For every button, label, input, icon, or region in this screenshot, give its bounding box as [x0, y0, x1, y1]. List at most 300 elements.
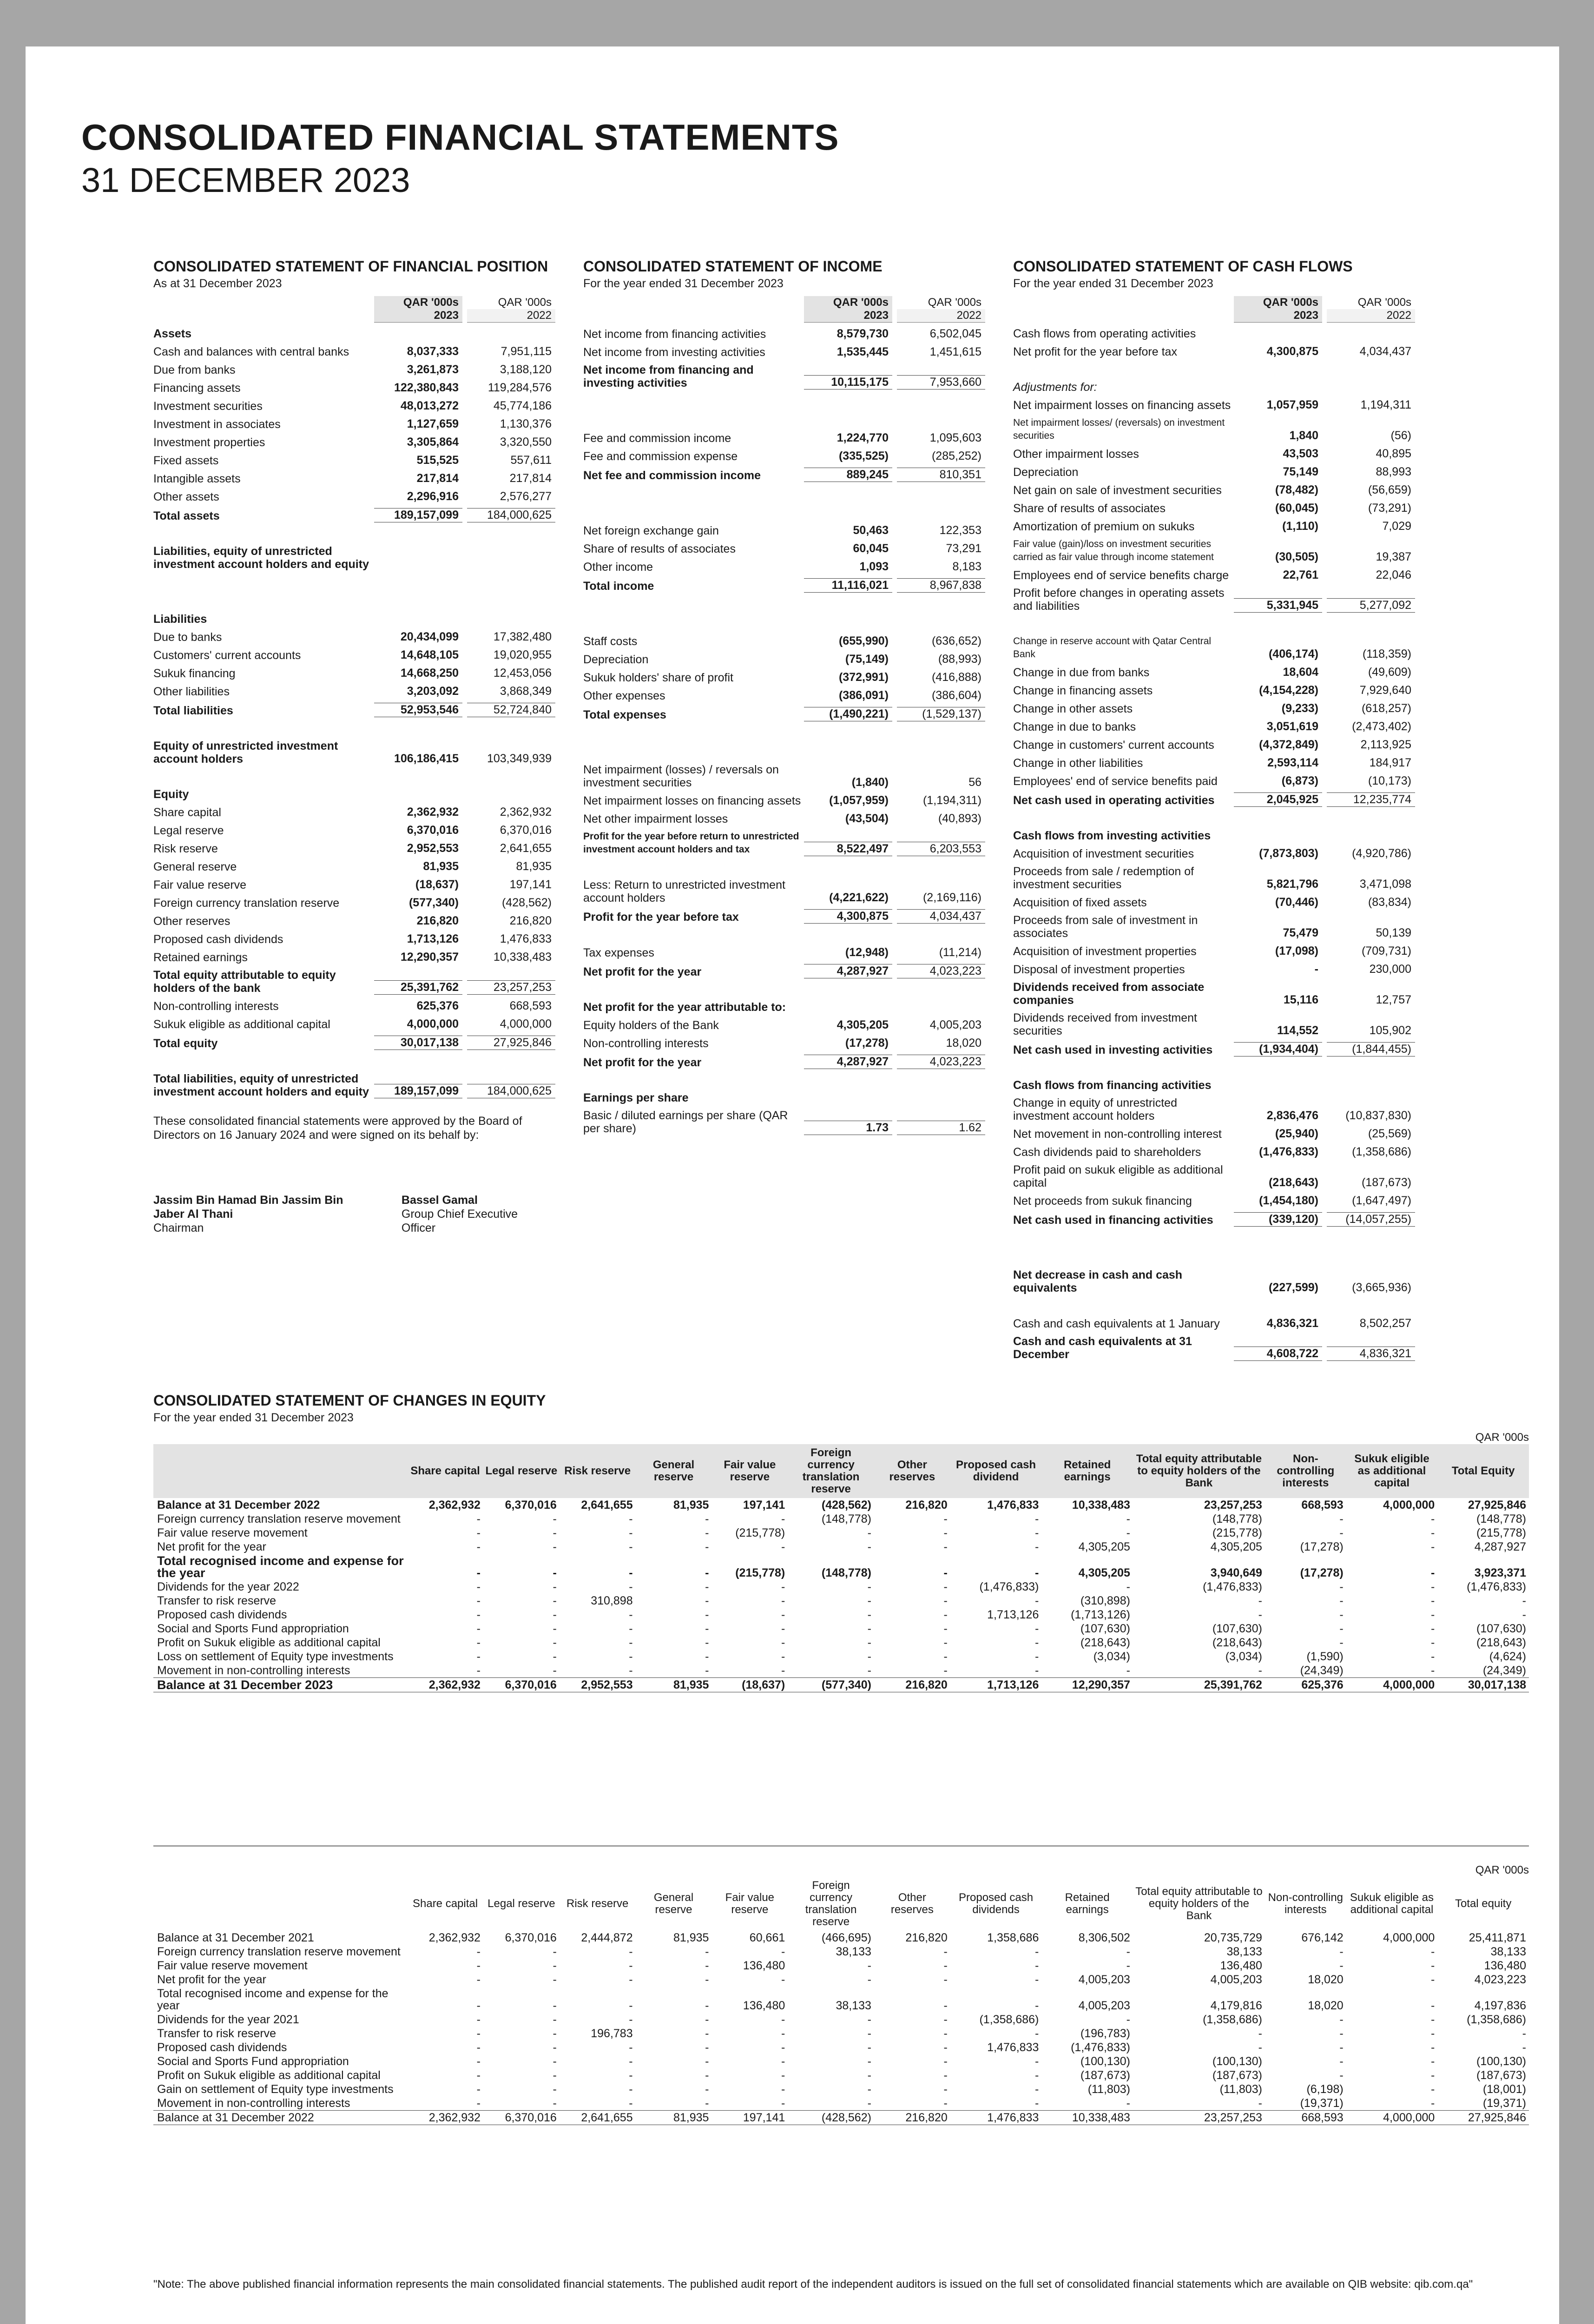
row-label: Assets	[153, 327, 191, 340]
cell-value: 216,820	[905, 1499, 948, 1512]
value-current: (1,934,404)	[1234, 1042, 1322, 1056]
header-spacer	[583, 296, 804, 309]
spacer	[583, 721, 985, 759]
statement-row	[1013, 684, 1415, 697]
row-label: Net profit for the year	[157, 1540, 266, 1553]
cell-value: -	[1430, 2055, 1435, 2068]
column-header	[153, 296, 555, 309]
row-label: Basic / diluted earnings per share (QAR per share)	[583, 1109, 788, 1135]
value-current: (218,643)	[1268, 1176, 1318, 1189]
cell-value: -	[553, 2041, 557, 2054]
cell-value: 668,593	[1301, 1499, 1344, 1512]
cell-value: -	[1258, 2041, 1262, 2054]
section-subtitle: As at 31 December 2023	[153, 277, 282, 290]
value-current: 625,376	[416, 999, 459, 1012]
value-current: 14,668,250	[400, 667, 459, 680]
column-header: Retained earnings	[1041, 1444, 1133, 1498]
value-prior: 557,611	[510, 454, 552, 467]
statement-row	[153, 999, 555, 1013]
row-label: Financing assets	[153, 382, 241, 395]
cell-value: -	[867, 2041, 871, 2054]
value-current: 1,224,770	[837, 431, 889, 444]
equity-row	[153, 1526, 1529, 1540]
value-prior: 184,917	[1369, 756, 1411, 769]
cell-value: -	[705, 1580, 709, 1593]
value-prior: 19,387	[1376, 550, 1411, 563]
statement-row	[1013, 1212, 1415, 1227]
row-label: Less: Return to unrestricted investment account holders	[583, 878, 785, 905]
cashflow-section	[1013, 258, 1415, 1361]
cell-value: (1,713,126)	[1071, 1608, 1130, 1621]
row-label: Net income from investing activities	[583, 346, 765, 359]
statement-row	[1013, 774, 1415, 788]
cell-value: (1,590)	[1306, 1650, 1344, 1663]
spacer	[583, 482, 985, 519]
statement-row	[583, 524, 985, 537]
cell-value: (3,034)	[1225, 1650, 1262, 1663]
cell-value: -	[1035, 2083, 1039, 2096]
cell-value: (17,278)	[1300, 1540, 1344, 1553]
cell-value: -	[476, 2055, 481, 2068]
cell-value: (107,630)	[1476, 1622, 1526, 1635]
row-label: Total recognised income and expense for the year	[157, 1554, 404, 1580]
cell-value: -	[1035, 1999, 1039, 2012]
value-current: 122,380,843	[394, 381, 459, 394]
statement-row	[1013, 1042, 1415, 1056]
unit-current: QAR '000s	[804, 296, 892, 309]
cell-value: -	[943, 2069, 948, 2082]
row-label: Depreciation	[1013, 466, 1079, 479]
cell-value: -	[629, 1999, 633, 2012]
unit-prior: QAR '000s	[498, 296, 552, 309]
cell-value: -	[1126, 2013, 1130, 2026]
row-label: Employees end of service benefits charge	[1013, 569, 1229, 582]
cell-value: 136,480	[743, 1999, 785, 2012]
value-current: (78,482)	[1275, 483, 1318, 496]
cell-value: -	[553, 1540, 557, 1553]
column-header: Risk reserve	[560, 1444, 636, 1498]
statement-row	[153, 969, 555, 995]
cell-value: (466,695)	[821, 1931, 871, 1944]
cell-value: 25,391,762	[1133, 1678, 1265, 1692]
cell-value: (218,643)	[1212, 1636, 1262, 1649]
statement-row	[1013, 756, 1415, 770]
cell-value: 25,411,871	[1469, 1931, 1526, 1944]
row-label: Total income	[583, 580, 654, 593]
cell-value: -	[1339, 1959, 1344, 1972]
statement-row	[153, 878, 555, 891]
row-label: Total equity attributable to equity holders of the bank	[153, 969, 336, 995]
cell-value: 27,925,846	[1468, 1499, 1526, 1512]
equity-row	[153, 1664, 1529, 1678]
value-current: 3,261,873	[407, 363, 459, 376]
value-current: 75,149	[1283, 465, 1318, 478]
row-label: Foreign currency translation reserve	[153, 897, 340, 910]
value-prior: (14,057,255)	[1327, 1212, 1415, 1227]
value-prior: 73,291	[946, 542, 981, 555]
cell-value: -	[553, 2027, 557, 2040]
value-current: 6,370,016	[407, 824, 459, 837]
cell-value: (17,278)	[1300, 1566, 1344, 1579]
cell-value: (215,778)	[1476, 1526, 1526, 1539]
cell-value: (6,198)	[1306, 2083, 1344, 2096]
statement-row	[583, 345, 985, 359]
cell-value: 216,820	[874, 1678, 950, 1692]
cell-value: 2,362,932	[407, 1678, 483, 1692]
statement-row	[1013, 944, 1415, 958]
cell-value: -	[705, 1999, 709, 2012]
row-label: Loss on settlement of Equity type investments	[157, 1650, 394, 1663]
value-prior: 12,453,056	[493, 667, 552, 680]
header-spacer	[153, 296, 374, 309]
cell-value: -	[1339, 1622, 1344, 1635]
cell-value: 197,141	[743, 1499, 785, 1512]
value-prior: 197,141	[509, 878, 552, 891]
statement-row	[153, 454, 555, 467]
cell-value: -	[1258, 1608, 1262, 1621]
divider	[153, 1845, 1529, 1847]
equity-section-2022	[153, 1864, 1529, 2125]
statement-row	[583, 634, 985, 648]
cell-value: (18,001)	[1482, 2083, 1526, 2096]
value-prior: 6,502,045	[929, 327, 981, 340]
column-header: Other reserves	[874, 1877, 950, 1931]
row-label: Net impairment (losses) / reversals on investment securities	[583, 763, 779, 789]
cell-value: -	[1339, 1636, 1344, 1649]
statement-row	[1013, 635, 1415, 661]
cell-value: -	[943, 2097, 948, 2110]
cell-value: (310,898)	[1080, 1594, 1130, 1607]
equity-row	[153, 1678, 1529, 1692]
cell-value: -	[629, 1650, 633, 1663]
value-current: (75,149)	[845, 653, 889, 666]
row-label: Net impairment losses on financing assets	[583, 794, 801, 807]
value-prior: (56,659)	[1368, 483, 1411, 496]
value-current: 52,953,546	[374, 703, 462, 717]
column-header: Foreign currency translation reserve	[788, 1877, 874, 1931]
cell-value: -	[1522, 2041, 1526, 2054]
value-prior: 184,000,625	[467, 508, 555, 522]
equity-row	[153, 1973, 1529, 1987]
cell-value: -	[553, 1608, 557, 1621]
cell-value: -	[1035, 1959, 1039, 1972]
statement-row	[153, 914, 555, 928]
value-current: 25,391,762	[374, 980, 462, 995]
column-header: Risk reserve	[560, 1877, 636, 1931]
row-label: Cash flows from operating activities	[1013, 327, 1196, 340]
value-current: 12,290,357	[400, 951, 459, 964]
value-prior: (10,173)	[1368, 774, 1411, 787]
cell-value: -	[553, 1512, 557, 1525]
row-label: Social and Sports Fund appropriation	[157, 1622, 349, 1635]
unit-current: QAR '000s	[374, 296, 462, 309]
cell-value: -	[1339, 1608, 1344, 1621]
row-label: Investment in associates	[153, 418, 281, 431]
value-prior: 1,095,603	[929, 431, 981, 444]
cell-value: -	[867, 2097, 871, 2110]
statement-row	[583, 468, 985, 482]
cell-value: -	[867, 1608, 871, 1621]
statement-row	[583, 946, 985, 959]
value-prior: (1,844,455)	[1327, 1042, 1415, 1056]
statement-row	[153, 667, 555, 680]
spacer	[153, 717, 555, 735]
header-spacer	[153, 1877, 407, 1931]
cell-value: (148,778)	[821, 1512, 871, 1525]
equity-table-2022	[153, 1877, 1529, 2125]
value-current: (25,940)	[1275, 1127, 1318, 1140]
cell-value: 136,480	[743, 1959, 785, 1972]
cell-value: -	[943, 1580, 948, 1593]
cell-value: -	[1339, 2041, 1344, 2054]
cell-value: -	[705, 2013, 709, 2026]
year-prior: 2022	[897, 309, 985, 323]
row-label: Balance at 31 December 2022	[153, 2111, 407, 2125]
value-prior: (11,214)	[939, 946, 981, 959]
cell-value: (428,562)	[788, 2111, 874, 2125]
statement-row	[583, 1109, 985, 1135]
row-label: Intangible assets	[153, 472, 241, 485]
footnote: "Note: The above published financial information represents the main consolidated financial statements. The published audit report of the independent auditors is issued on the full set of consolidated financial statements which are available on QIB website: qib.com.qa"	[153, 2278, 1473, 2291]
row-label: Acquisition of investment properties	[1013, 945, 1197, 958]
cell-value: -	[705, 2055, 709, 2068]
row-label: Profit for the year before return to unrestricted investment account holders and tax	[583, 831, 799, 855]
cell-value: 60,661	[749, 1931, 785, 1944]
cell-value: 81,935	[673, 1499, 709, 1512]
statement-row	[1013, 1096, 1415, 1122]
cell-value: -	[1339, 1594, 1344, 1607]
row-label: Transfer to risk reserve	[157, 1594, 277, 1607]
cell-value: -	[781, 1540, 785, 1553]
cell-value: -	[1126, 2097, 1130, 2110]
column-header: Legal reserve	[483, 1877, 560, 1931]
value-current: 3,051,619	[1266, 720, 1318, 733]
cell-value: -	[1035, 1664, 1039, 1677]
cell-value: -	[476, 1959, 481, 1972]
value-current: 5,821,796	[1266, 878, 1318, 891]
statement-row	[153, 1017, 555, 1031]
cell-value: -	[943, 1973, 948, 1986]
statement-row	[583, 578, 985, 593]
cell-value: -	[943, 1540, 948, 1553]
row-label: Due from banks	[153, 363, 236, 376]
cell-value: 310,898	[591, 1594, 633, 1607]
row-label: Social and Sports Fund appropriation	[157, 2055, 349, 2068]
cell-value: -	[705, 1959, 709, 1972]
statement-row	[1013, 1079, 1415, 1092]
cell-value: -	[629, 2097, 633, 2110]
row-label: Proposed cash dividends	[157, 2041, 287, 2054]
value-current: (6,873)	[1281, 774, 1318, 787]
row-label: Proceeds from sale / redemption of investment securities	[1013, 865, 1194, 891]
row-label: Cash flows from investing activities	[1013, 829, 1211, 842]
cell-value: -	[1430, 1512, 1435, 1525]
value-prior: (88,993)	[938, 653, 981, 666]
value-current: (577,340)	[408, 896, 459, 909]
equity-row	[153, 1554, 1529, 1580]
value-current: (70,446)	[1275, 896, 1318, 909]
cell-value: -	[629, 2013, 633, 2026]
equity-row	[153, 1608, 1529, 1622]
value-prior: (40,893)	[938, 812, 981, 825]
cell-value: -	[476, 1594, 481, 1607]
cell-value: -	[629, 1608, 633, 1621]
value-current: (1,057,959)	[829, 794, 889, 807]
equity-row	[153, 2082, 1529, 2096]
cell-value: -	[476, 1608, 481, 1621]
cell-value: (428,562)	[821, 1499, 871, 1512]
statement-row	[1013, 792, 1415, 807]
cell-value: -	[629, 1959, 633, 1972]
value-prior: 1.62	[897, 1121, 985, 1135]
cell-value: -	[476, 1999, 481, 2012]
value-prior: 2,576,277	[500, 490, 552, 503]
row-label: Other assets	[153, 490, 219, 503]
cell-value: (215,778)	[1212, 1526, 1262, 1539]
statement-row	[583, 1001, 985, 1014]
signatory	[153, 1193, 369, 1235]
value-current: (43,504)	[845, 812, 889, 825]
value-prior: 23,257,253	[467, 980, 555, 995]
cell-value: -	[1126, 1580, 1130, 1593]
equity-row	[153, 1931, 1529, 1945]
row-label: Proposed cash dividends	[157, 1608, 287, 1621]
statement-row	[583, 794, 985, 807]
statement-row	[583, 653, 985, 666]
value-prior: (416,888)	[931, 671, 981, 684]
value-current: 114,552	[1277, 1024, 1318, 1037]
cell-value: -	[553, 1526, 557, 1539]
row-label: Net profit for the year attributable to:	[583, 1001, 786, 1014]
statement-row	[583, 560, 985, 574]
cell-value: (215,778)	[735, 1526, 785, 1539]
equity-row	[153, 2013, 1529, 2027]
row-label: Dividends for the year 2022	[157, 1580, 299, 1593]
cell-value: -	[1339, 1945, 1344, 1958]
row-label: Sukuk financing	[153, 667, 236, 680]
value-prior: 4,034,437	[1359, 345, 1411, 358]
value-current: 11,116,021	[804, 578, 892, 593]
cell-value: -	[867, 1959, 871, 1972]
cell-value: (1,358,686)	[1203, 2013, 1262, 2026]
cell-value: (577,340)	[788, 1678, 874, 1692]
cell-value: 1,476,833	[987, 2041, 1039, 2054]
cell-value: -	[705, 2027, 709, 2040]
row-label: Total liabilities, equity of unrestricted investment account holders and equity	[153, 1072, 369, 1098]
spacer	[1013, 1056, 1415, 1074]
statement-row	[153, 842, 555, 855]
statement-row	[583, 763, 985, 789]
value-prior: 217,814	[509, 472, 552, 485]
cell-value: -	[867, 2013, 871, 2026]
cell-value: -	[1126, 1526, 1130, 1539]
cell-value: -	[943, 2055, 948, 2068]
cell-value: -	[705, 1664, 709, 1677]
cell-value: -	[781, 1580, 785, 1593]
statement-row	[1013, 738, 1415, 752]
value-prior: (25,569)	[1368, 1127, 1411, 1140]
statement-row	[583, 542, 985, 555]
row-label: Risk reserve	[153, 842, 218, 855]
row-label: Net impairment losses on financing assets	[1013, 399, 1231, 412]
cell-value: 4,000,000	[1383, 1499, 1435, 1512]
cell-value: -	[553, 1664, 557, 1677]
cell-value: -	[476, 1636, 481, 1649]
statement-row	[583, 449, 985, 463]
value-current: (9,233)	[1281, 702, 1318, 715]
cell-value: -	[943, 1608, 948, 1621]
cell-value: -	[1035, 2055, 1039, 2068]
cell-value: -	[1339, 2013, 1344, 2026]
row-label: Cash dividends paid to shareholders	[1013, 1146, 1201, 1159]
cell-value: -	[629, 1622, 633, 1635]
row-label: Disposal of investment properties	[1013, 963, 1185, 976]
statement-row	[1013, 1163, 1415, 1189]
value-prior: 4,023,223	[897, 964, 985, 978]
statement-row	[1013, 666, 1415, 679]
cell-value: -	[1339, 1580, 1344, 1593]
cell-value: -	[476, 2069, 481, 2082]
value-current: 4,287,927	[804, 1055, 892, 1069]
cell-value: (218,643)	[1476, 1636, 1526, 1649]
value-prior: 1,476,833	[500, 932, 552, 945]
statement-row	[583, 327, 985, 341]
cell-value: -	[943, 1622, 948, 1635]
cell-value: -	[705, 2097, 709, 2110]
value-prior: 88,993	[1376, 465, 1411, 478]
value-current: 3,305,864	[407, 436, 459, 449]
cell-value: -	[1035, 1594, 1039, 1607]
cell-value: -	[781, 2097, 785, 2110]
row-label: Non-controlling interests	[153, 1000, 279, 1013]
row-label: Net income from financing activities	[583, 328, 766, 341]
value-prior: 56	[968, 776, 981, 789]
statement-row	[1013, 398, 1415, 412]
statement-row	[583, 1037, 985, 1050]
value-current: 4,300,875	[1266, 345, 1318, 358]
cell-value: 2,641,655	[560, 2111, 636, 2125]
financial-position-rows	[153, 296, 555, 1098]
cell-value: 197,141	[711, 2111, 788, 2125]
value-prior: 3,868,349	[500, 685, 552, 698]
cell-value: -	[629, 2055, 633, 2068]
cell-value: (1,476,833)	[1071, 2041, 1130, 2054]
cell-value: -	[781, 1973, 785, 1986]
cell-value: (187,673)	[1212, 2069, 1262, 2082]
cell-value: -	[1430, 1973, 1435, 1986]
cell-value: 4,023,223	[1474, 1973, 1526, 1986]
statement-row	[1013, 829, 1415, 842]
cell-value: 4,005,203	[1078, 1999, 1130, 2012]
cell-value: 4,197,836	[1474, 1999, 1526, 2012]
spacer	[583, 978, 985, 996]
cell-value: -	[943, 1512, 948, 1525]
statement-row	[1013, 702, 1415, 715]
value-current: 1,713,126	[407, 932, 459, 945]
cell-value: -	[781, 1512, 785, 1525]
value-current: 22,761	[1283, 568, 1318, 581]
cell-value: (187,673)	[1080, 2069, 1130, 2082]
year-header	[583, 309, 985, 323]
cell-value: 38,133	[1490, 1945, 1526, 1958]
cell-value: 2,444,872	[581, 1931, 633, 1944]
row-label: Amortization of premium on sukuks	[1013, 520, 1195, 533]
value-current: 1,535,445	[837, 345, 889, 358]
statement-row	[1013, 568, 1415, 582]
cell-value: -	[476, 1650, 481, 1663]
row-label: Fair value reserve	[153, 878, 247, 891]
value-prior: (1,194,311)	[922, 794, 981, 807]
